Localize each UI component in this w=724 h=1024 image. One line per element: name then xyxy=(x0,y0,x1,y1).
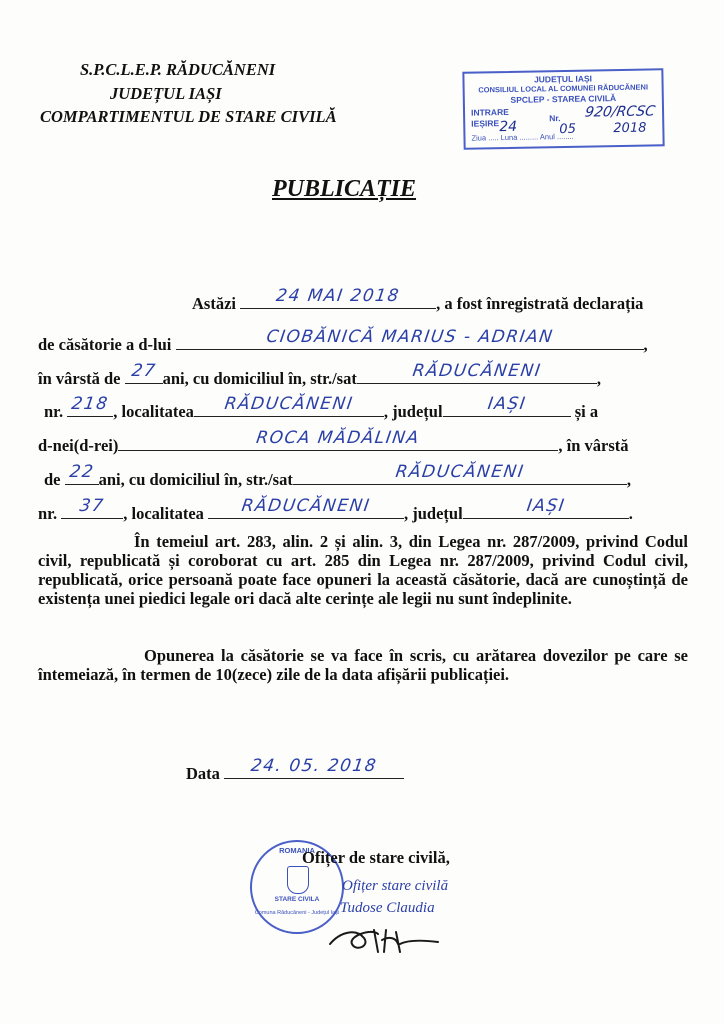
wife-nr-field xyxy=(61,496,123,519)
wife-county-field xyxy=(463,496,629,519)
line-date xyxy=(186,756,404,784)
registered-text: , a fost înregistrată declarația xyxy=(436,294,644,313)
stamp-department: SPCLEP - STAREA CIVILĂ xyxy=(510,93,617,105)
line-wife-address xyxy=(38,496,633,524)
astazi-field xyxy=(240,286,436,309)
wife-county: IAȘI xyxy=(525,496,567,516)
stamp-intrare-label: INTRARE xyxy=(470,106,509,118)
date-label: Data xyxy=(186,764,220,783)
husband-age-label: în vârstă de xyxy=(38,369,121,388)
judetul-label: , județul xyxy=(404,504,463,523)
stamp-nr-label: Nr. xyxy=(549,113,561,124)
wife-age-field xyxy=(65,462,99,485)
husband-name-field xyxy=(176,327,644,350)
wife-label: d-nei(d-rei) xyxy=(38,436,119,455)
si-a: și a xyxy=(574,402,599,421)
husband-name: CIOBĂNICĂ MARIUS - ADRIAN xyxy=(264,327,555,347)
stamp-month: 05 xyxy=(559,121,577,138)
husband-label: de căsătorie a d-lui xyxy=(38,335,172,354)
round-stamp-center: STARE CIVILA xyxy=(274,896,320,903)
stamp-year: 2018 xyxy=(613,120,647,137)
wife-name-field xyxy=(118,428,558,451)
husband-age: 27 xyxy=(129,361,158,381)
husband-nr-field xyxy=(67,394,113,417)
header-institution: S.P.C.L.E.P. RĂDUCĂNENI xyxy=(80,60,276,79)
wife-age-label: de xyxy=(44,470,61,489)
domicile-text: ani, cu domiciliul în, str./sat xyxy=(98,470,293,489)
comma: , xyxy=(643,335,648,354)
officer-title: Ofițer de stare civilă, xyxy=(302,848,450,867)
round-stamp-top: ROMANIA xyxy=(279,846,315,855)
line-husband-address xyxy=(44,394,599,422)
wife-street: RĂDUCĂNENI xyxy=(394,462,526,482)
line-astazi xyxy=(192,286,644,314)
line-husband-age xyxy=(38,361,601,389)
officer-stamp-line1: Ofițer stare civilă xyxy=(342,878,449,894)
round-stamp-ring: Comuna Răducăneni - Județul Iași xyxy=(254,910,340,916)
wife-age: 22 xyxy=(67,462,96,482)
nr-label: nr. xyxy=(44,402,64,421)
registration-stamp xyxy=(462,68,664,149)
header-county: JUDEȚUL IAȘI xyxy=(110,84,222,103)
comma: , xyxy=(596,369,601,388)
husband-county: IAȘI xyxy=(485,394,528,414)
wife-locality-field xyxy=(208,496,404,519)
legal-paragraph: În temeiul art. 283, alin. 2 și alin. 3, din Legea nr. 287/2009, privind Codul civil, republicată și coroborat cu art. 285 din Legea nr. 287/2009, privind Codul civil, republicată, orice persoană poate face opuneri la această căsătorie, dacă are cunoștință de existența unei piedici legale ori dacă alte cerințe ale legii nu sunt îndeplinite. xyxy=(38,532,688,608)
wife-street-field xyxy=(293,462,627,485)
domicile-text: ani, cu domiciliul în, str./sat xyxy=(162,369,357,388)
date-field xyxy=(224,756,404,779)
husband-nr: 218 xyxy=(70,394,111,414)
opposition-paragraph: Opunerea la căsătorie se va face în scris, cu arătarea dovezilor pe care se întemeiază, în termen de 10(zece) zile de la data afișării publicației. xyxy=(38,646,688,684)
handwritten-signature xyxy=(326,918,446,962)
judetul-label: , județul xyxy=(383,402,443,421)
coat-of-arms-icon xyxy=(287,866,309,894)
in-varsta: , în vârstă xyxy=(558,436,629,455)
wife-nr: 37 xyxy=(78,496,106,516)
stamp-iesire-label: IEȘIRE xyxy=(471,118,500,129)
nr-label: nr. xyxy=(38,504,58,523)
stamp-council: CONSILIUL LOCAL AL COMUNEI RĂDUCĂNENI xyxy=(478,82,649,95)
husband-street: RĂDUCĂNENI xyxy=(411,361,543,381)
localitatea-label: , localitatea xyxy=(123,504,204,523)
date-value: 24. 05. 2018 xyxy=(249,756,379,776)
husband-age-field xyxy=(125,361,163,384)
line-husband-name xyxy=(38,327,648,355)
line-wife-age xyxy=(44,462,631,490)
husband-locality: RĂDUCĂNENI xyxy=(223,394,355,414)
header-department: COMPARTIMENTUL DE STARE CIVILĂ xyxy=(40,107,337,126)
stamp-county: JUDEȚUL IAȘI xyxy=(533,73,593,85)
wife-locality: RĂDUCĂNENI xyxy=(240,496,372,516)
localitatea-label: , localitatea xyxy=(113,402,194,421)
astazi-label: Astăzi xyxy=(192,294,236,313)
wife-name: ROCA MĂDĂLINA xyxy=(255,428,422,448)
husband-locality-field xyxy=(194,394,384,417)
stamp-date-caption: Ziua ..... Luna ......... Anul ........ xyxy=(471,131,574,143)
page-title: PUBLICAȚIE xyxy=(272,176,417,202)
astazi-value: 24 MAI 2018 xyxy=(274,286,402,306)
line-wife-name xyxy=(38,428,629,456)
stamp-nr-value: 920/RCSC xyxy=(583,103,657,121)
stamp-day: 24 xyxy=(499,118,518,136)
husband-street-field xyxy=(357,361,597,384)
officer-stamp-line2: Tudose Claudia xyxy=(340,900,435,916)
comma: , xyxy=(626,470,631,489)
period: . xyxy=(628,504,633,523)
husband-county-field xyxy=(443,394,571,417)
